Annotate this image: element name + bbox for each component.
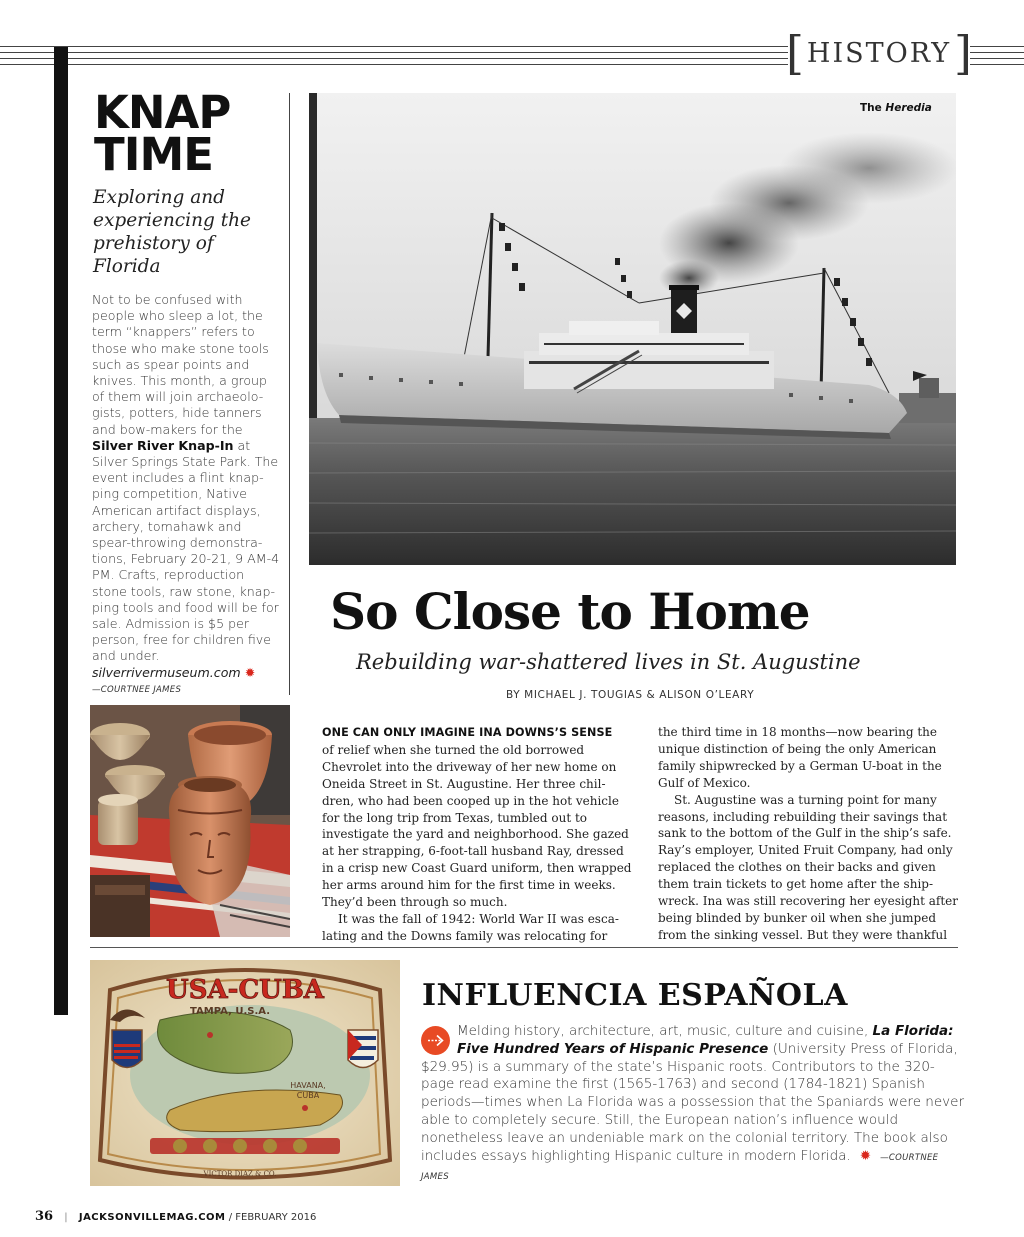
footer-site[interactable]: JACKSONVILLEMAG.COM: [78, 1212, 226, 1223]
header-rule-right: [970, 64, 1024, 65]
asterisk-star-icon: ✹: [855, 1147, 876, 1164]
sidebar-divider: [289, 93, 290, 695]
header-rule-right: [970, 58, 1024, 59]
header-rule-right: [970, 46, 1024, 47]
ship-photo: [309, 93, 956, 565]
article-paragraph: St. Augustine was a turning point for many reasons, including rebuilding their savings that sank to the bottom of the Gulf in the ship’s safe. Ray’s employer, United Fruit Company, had only replaced the clothes on their backs and given them train tickets to get home after the ship-wreck. Ina was still recovering her eyesight after being blinded by bunker oil when she jumped from the sinking vessel. But they were thankful: [658, 792, 958, 942]
article-byline: BY MICHAEL J. TOUGIAS & ALISON O’LEARY: [506, 689, 755, 701]
feature-credit: —COURTNEE JAMES: [421, 1152, 939, 1183]
label-city-right-2: CUBA: [296, 1091, 320, 1100]
feature-body: [421, 1023, 966, 1187]
feature-body-text: (University Press of Florida, $29.95) is a summary of the state’s Hispanic roots. Contributors to the 320-page read examine the first (1565-1763) and second (1784-1821) Spanish periods—times when La Florida was a possession that the Spaniards were never able to completely secure. Still, the European nation’s influence would nonetheless leave an undeniable mark on the colonial territory. The book also includes essays highlighting Hispanic culture in modern Florida.: [421, 1040, 964, 1164]
footer-slash: /: [228, 1212, 236, 1223]
header-rule-right: [970, 52, 1024, 53]
sidebar-body-text: Not to be confused with people who sleep a lot, the term “knappers” refers to those who make stone tools such as spear points and knives. This month, a group of them will join archaeolo-gists, potters, hide tanners and bow-makers for the: [92, 292, 269, 437]
label-city-right-1: HAVANA,: [290, 1081, 326, 1090]
sidebar-title-line2: TIME: [94, 128, 213, 181]
cigar-label-image: [90, 960, 400, 1186]
sidebar-body-text: at Silver Springs State Park. The event includes a flint knap-ping competition, Native American artifact displays, archery, tomahawk and spear-throwing demonstra-tions, February 20-21, 9 AM-4 PM. Crafts, reproduction stone tools, raw stone, knap-ping tools and food will be for sale. Admission is $5 per person, free for children five and under.: [92, 437, 280, 664]
asterisk-star-icon: ✹: [244, 664, 256, 680]
article-headline: So Close to Home: [330, 582, 810, 641]
section-label: HISTORY: [806, 38, 952, 69]
header-rule: [0, 58, 788, 59]
article-column-2: [658, 724, 958, 944]
sidebar-accent-bar: [54, 47, 68, 1015]
sidebar-title-line1: KNAP: [94, 86, 231, 139]
event-name: Silver River Knap-In: [92, 437, 234, 453]
ship-illustration: [309, 93, 956, 565]
bracket-close: ]: [954, 26, 972, 80]
header-rule: [0, 52, 788, 53]
page-number: 36: [35, 1209, 54, 1224]
feature-body-intro: Melding history, architecture, art, music, culture and cuisine,: [457, 1023, 873, 1039]
article-paragraph: the third time in 18 months—now bearing the unique distinction of being the only American family shipwrecked by a German U-boat in the Gulf of Mexico.: [658, 725, 942, 790]
section-tag: [786, 28, 972, 78]
photo-caption-ship-name: Heredia: [885, 102, 932, 114]
label-maker: VICTOR DIAZ & CO.: [203, 1170, 277, 1178]
book-title: La Florida: Five Hundred Years of Hispanic Presence: [457, 1023, 954, 1057]
pottery-illustration: [90, 705, 290, 937]
header-rule: [0, 64, 788, 65]
sidebar-subtitle: Exploring and experiencing the prehistory of Florida: [93, 187, 252, 277]
sidebar-credit: —COURTNEE JAMES: [92, 684, 182, 695]
page-footer: [35, 1209, 316, 1224]
pottery-photo: [90, 705, 290, 937]
feature-title: INFLUENCIA ESPAÑOLA: [422, 978, 848, 1013]
section-divider: [90, 947, 958, 948]
article-paragraph: It was the fall of 1942: World War II was esca-lating and the Downs family was relocating for: [322, 911, 619, 943]
cigar-label-illustration: [90, 960, 400, 1186]
photo-caption: [860, 102, 932, 114]
sidebar-title: [94, 86, 231, 181]
sidebar-body: [92, 292, 282, 698]
footer-separator: |: [64, 1212, 68, 1223]
icon-spacer: [421, 1023, 457, 1057]
article-column-1: [322, 724, 634, 945]
header-rule: [0, 46, 788, 47]
bracket-open: [: [786, 26, 804, 80]
label-title: USA-CUBA: [166, 975, 324, 1005]
article-text: of relief when she turned the old borrowed Chevrolet into the driveway of her new home on Oneida Street in St. Augustine. Her three chil-dren, who had been cooped up in the hot vehicle for the long trip from Texas, tumbled out to investigate the yard and neighborhood. She gazed at her strapping, 6-foot-tall husband Ray, dressed in a crisp new Coast Guard uniform, then wrapped her arms around him for the first time in weeks. They’d been through so much.: [322, 742, 632, 910]
museum-link[interactable]: silverrivermuseum.com: [92, 664, 241, 680]
photo-caption-prefix: The: [860, 102, 886, 114]
label-city-left: TAMPA, U.S.A.: [190, 1006, 270, 1017]
article-paragraph: [322, 724, 634, 911]
footer-issue: FEBRUARY 2016: [235, 1212, 317, 1223]
article-subhead: Rebuilding war-shattered lives in St. Augustine: [356, 650, 861, 674]
lead-in-caps: ONE CAN ONLY IMAGINE INA DOWNS’S SENSE: [322, 726, 613, 739]
